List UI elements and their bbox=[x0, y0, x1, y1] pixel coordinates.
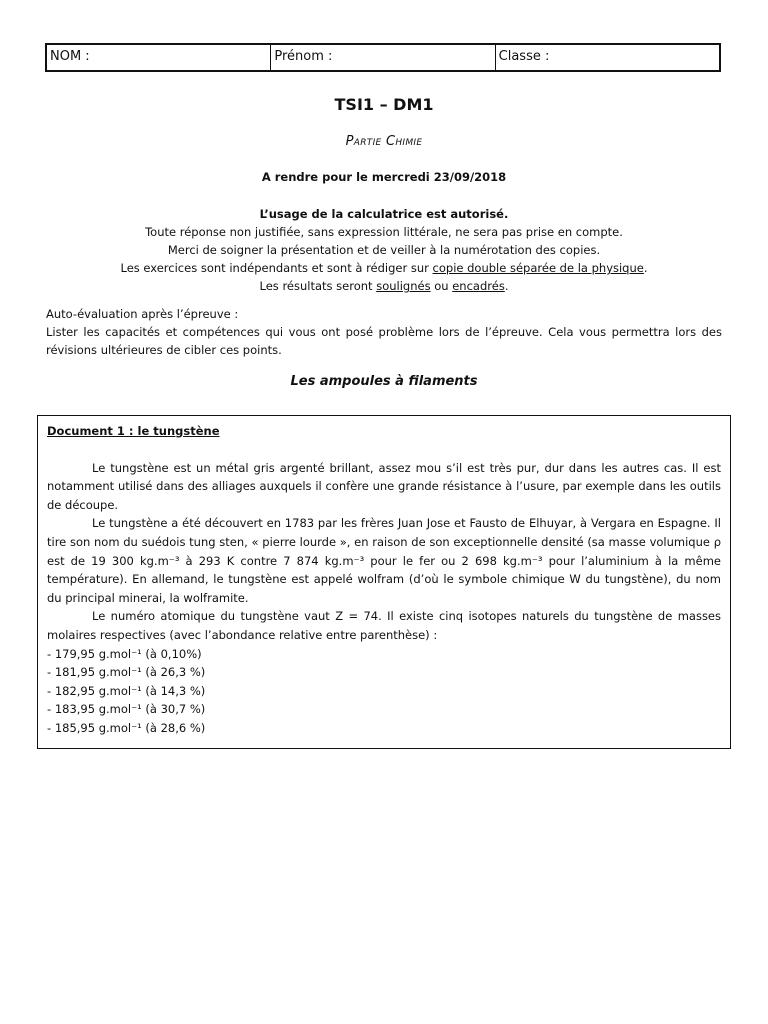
results-rule-post: . bbox=[504, 279, 509, 293]
results-rule-mid: ou bbox=[430, 279, 453, 293]
classe-field[interactable]: Classe : bbox=[498, 49, 550, 64]
results-rule bbox=[0, 277, 768, 295]
list-item: - 182,95 g.mol⁻¹ (à 14,3 %) bbox=[47, 682, 721, 701]
list-item: - 181,95 g.mol⁻¹ (à 26,3 %) bbox=[47, 663, 721, 682]
list-item: - 179,95 g.mol⁻¹ (à 0,10%) bbox=[47, 645, 721, 664]
list-item: - 183,95 g.mol⁻¹ (à 30,7 %) bbox=[47, 700, 721, 719]
page-subtitle: Partie Chimie bbox=[345, 134, 423, 149]
auto-evaluation-text: Lister les capacités et compétences qui vous ont posé problème lors de l’épreuve. Cela vous permettra lors des révisions ultérieures de cibler ces points. bbox=[46, 325, 722, 357]
justification-rule: Toute réponse non justifiée, sans expression littérale, ne sera pas prise en compte. bbox=[145, 225, 623, 239]
independent-rule-pre: Les exercices sont indépendants et sont à rédiger sur bbox=[120, 261, 433, 275]
instructions-block bbox=[0, 205, 768, 295]
results-rule-pre: Les résultats seront bbox=[259, 279, 377, 293]
document-title: Document 1 : le tungstène bbox=[47, 424, 220, 438]
presentation-rule: Merci de soigner la présentation et de veiller à la numérotation des copies. bbox=[167, 243, 601, 257]
calculator-rule: L’usage de la calculatrice est autorisé. bbox=[259, 207, 509, 221]
independent-rule-underlined: copie double séparée de la physique bbox=[432, 261, 644, 275]
document-paragraph-3: Le numéro atomique du tungstène vaut Z = 74. Il existe cinq isotopes naturels du tungstène de masses molaires respectives (avec l’abondance relative entre parenthèse) : bbox=[47, 609, 721, 642]
independent-rule bbox=[0, 259, 768, 277]
nom-field[interactable]: NOM : bbox=[47, 45, 271, 70]
auto-evaluation-heading: Auto-évaluation après l’épreuve : bbox=[46, 307, 239, 321]
due-date: A rendre pour le mercredi 23/09/2018 bbox=[261, 170, 507, 184]
document-paragraph-2: Le tungstène a été découvert en 1783 par les frères Juan Jose et Fausto de Elhuyar, à Vergara en Espagne. Il tire son nom du suédois tung sten, « pierre lourde », en raison de son exceptionnelle densité (sa masse volumique ρ est de 19 300 kg.m⁻³ à 293 K contre 7 874 kg.m⁻³ pour le fer ou 2 698 kg.m⁻³ pour l’aluminium à la même température). En allemand, le tungstène est appelé wolfram (d’où le symbole chimique W du tungstène), du nom du principal minerai, la wolframite. bbox=[47, 516, 721, 605]
independent-rule-post: . bbox=[643, 261, 648, 275]
isotope-list bbox=[47, 645, 721, 738]
results-rule-underlined-2: encadrés bbox=[452, 279, 505, 293]
section-title: Les ampoules à filaments bbox=[290, 374, 478, 389]
document-box bbox=[37, 415, 731, 749]
list-item: - 185,95 g.mol⁻¹ (à 28,6 %) bbox=[47, 719, 721, 738]
auto-evaluation bbox=[46, 305, 722, 359]
page-title: TSI1 – DM1 bbox=[334, 95, 434, 114]
results-rule-underlined-1: soulignés bbox=[376, 279, 431, 293]
student-id-table bbox=[45, 43, 721, 72]
document-paragraph-1: Le tungstène est un métal gris argenté brillant, assez mou s’il est très pur, dur dans les autres cas. Il est notamment utilisé dans des alliages auxquels il confère une grande résistance à l’usure, par exemple dans les outils de découpe. bbox=[47, 460, 721, 512]
prenom-field[interactable]: Prénom : bbox=[271, 45, 495, 70]
